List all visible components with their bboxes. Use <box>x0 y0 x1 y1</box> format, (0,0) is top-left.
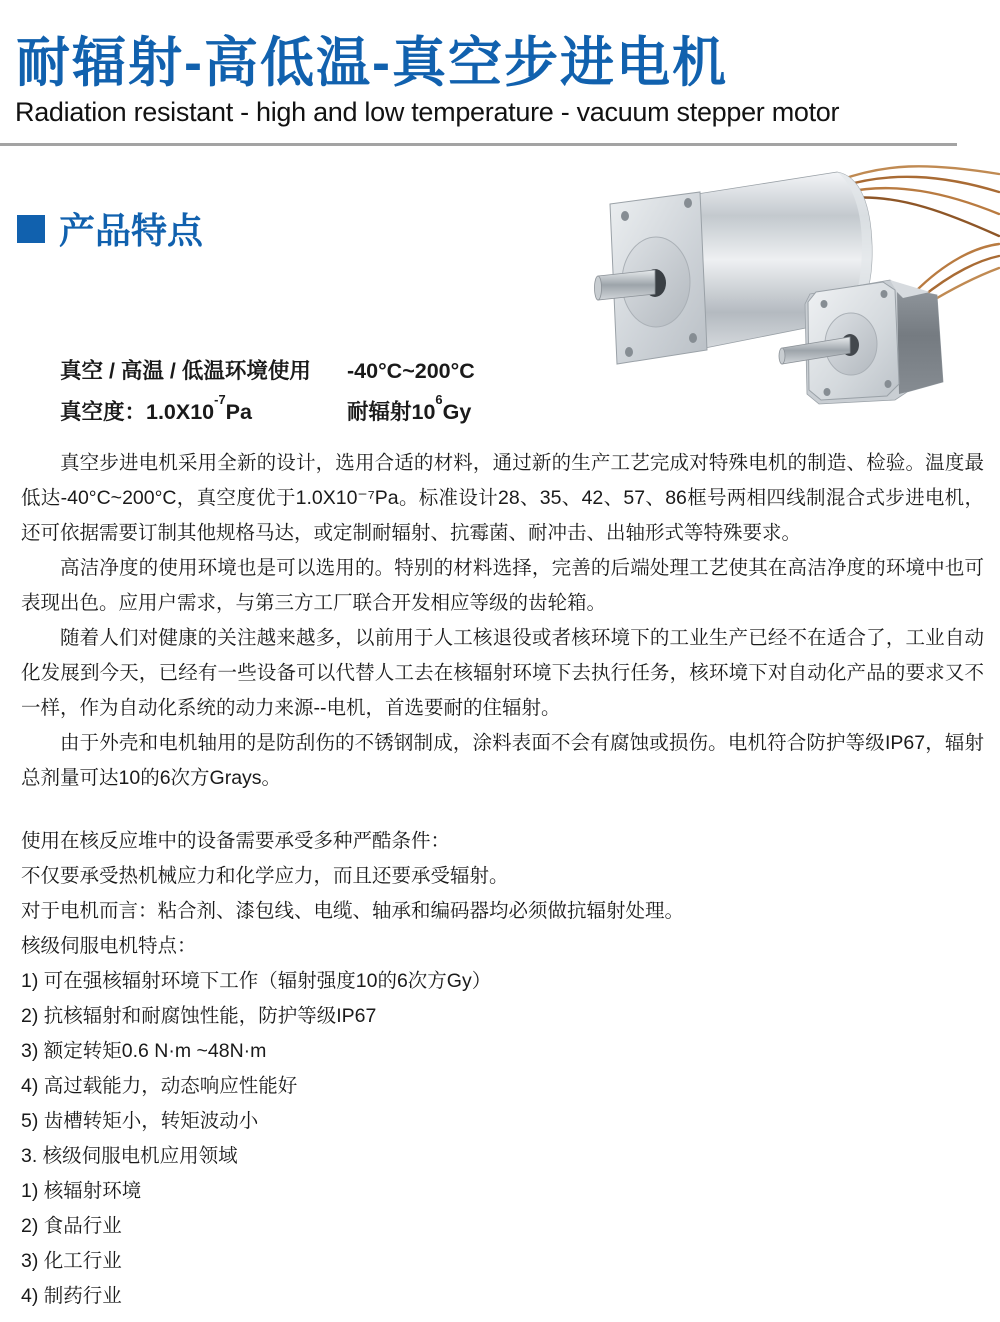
section-title: 产品特点 <box>59 210 204 251</box>
specs-table <box>60 358 475 435</box>
page-title: 耐辐射-高低温-真空步进电机 <box>16 33 728 93</box>
body-paragraph: 由于外壳和电机轴用的是防刮伤的不锈钢制成，涂料表面不会有腐蚀或损伤。电机符合防护等级IP67，辐射总剂量可达10的6次方Grays。 <box>21 732 984 789</box>
spec-vacuum-label <box>60 391 347 425</box>
product-photo <box>585 152 1000 430</box>
section-heading <box>17 203 203 254</box>
description-paragraphs <box>21 446 984 796</box>
page-subtitle: Radiation resistant - high and low temperature - vacuum stepper motor <box>15 97 840 127</box>
feature-line: 5) 齿槽转矩小，转矩波动小 <box>21 1110 259 1132</box>
section-bullet-icon <box>17 215 45 243</box>
feature-line: 1) 核辐射环境 <box>21 1180 142 1202</box>
header-divider <box>0 143 957 146</box>
spec-vacuum-unit: Pa <box>225 400 252 425</box>
body-paragraph: 随着人们对健康的关注越来越多，以前用于人工核退役或者核环境下的工业生产已经不在适合了，工业自动化发展到今天，已经有一些设备可以代替人工去在核辐射环境下去执行任务，核环境下对自动化产品的要求又不一样，作为自动化系统的动力来源--电机，首选要耐的住辐射。 <box>21 627 984 719</box>
spec-radiation-base: 耐辐射10 <box>347 400 436 425</box>
stepper-motors-illustration <box>585 152 1000 430</box>
feature-list <box>21 824 984 1314</box>
feature-line: 3) 额定转矩0.6 N·m ~48N·m <box>21 1040 267 1062</box>
spec-row-vacuum-radiation <box>60 391 475 425</box>
spec-env-value: -40°C~200°C <box>347 359 475 383</box>
spec-radiation-value <box>347 391 472 425</box>
body-paragraph: 高洁净度的使用环境也是可以选用的。特别的材料选择，完善的后端处理工艺使其在高洁净度的环境中也可表现出色。应用户需求，与第三方工厂联合开发相应等级的齿轮箱。 <box>21 557 984 614</box>
feature-line: 使用在核反应堆中的设备需要承受多种严酷条件： <box>21 830 451 852</box>
feature-line: 2) 食品行业 <box>21 1215 122 1237</box>
spec-vacuum-base: 真空度：1.0X10 <box>60 400 215 425</box>
feature-line: 4) 制药行业 <box>21 1285 122 1307</box>
body-paragraph: 真空步进电机采用全新的设计，选用合适的材料，通过新的生产工艺完成对特殊电机的制造、检验。温度最低达-40°C~200°C，真空度优于1.0X10⁻⁷Pa。标准设计28、35、42、57、86框号两相四线制混合式步进电机，还可依据需要订制其他规格马达，或定制耐辐射、抗霉菌、耐冲击、出轴形式等特殊要求。 <box>21 452 984 544</box>
feature-line: 不仅要承受热机械应力和化学应力，而且还要承受辐射。 <box>21 865 509 887</box>
spec-env-label: 真空 / 高温 / 低温环境使用 <box>60 359 311 383</box>
feature-line: 2) 抗核辐射和耐腐蚀性能，防护等级IP67 <box>21 1005 377 1027</box>
feature-line: 对于电机而言：粘合剂、漆包线、电缆、轴承和编码器均必须做抗辐射处理。 <box>21 900 685 922</box>
spec-row-environment <box>60 358 475 384</box>
spec-radiation-unit: Gy <box>442 400 472 425</box>
feature-line: 3) 化工行业 <box>21 1250 122 1272</box>
spec-radiation-exponent: 6 <box>435 391 443 407</box>
feature-line: 1) 可在强核辐射环境下工作（辐射强度10的6次方Gy） <box>21 970 492 992</box>
feature-line: 核级伺服电机特点： <box>21 935 197 957</box>
feature-line: 3. 核级伺服电机应用领域 <box>21 1145 238 1167</box>
feature-line: 4) 高过载能力，动态响应性能好 <box>21 1075 298 1097</box>
spec-vacuum-exponent: -7 <box>214 391 226 407</box>
